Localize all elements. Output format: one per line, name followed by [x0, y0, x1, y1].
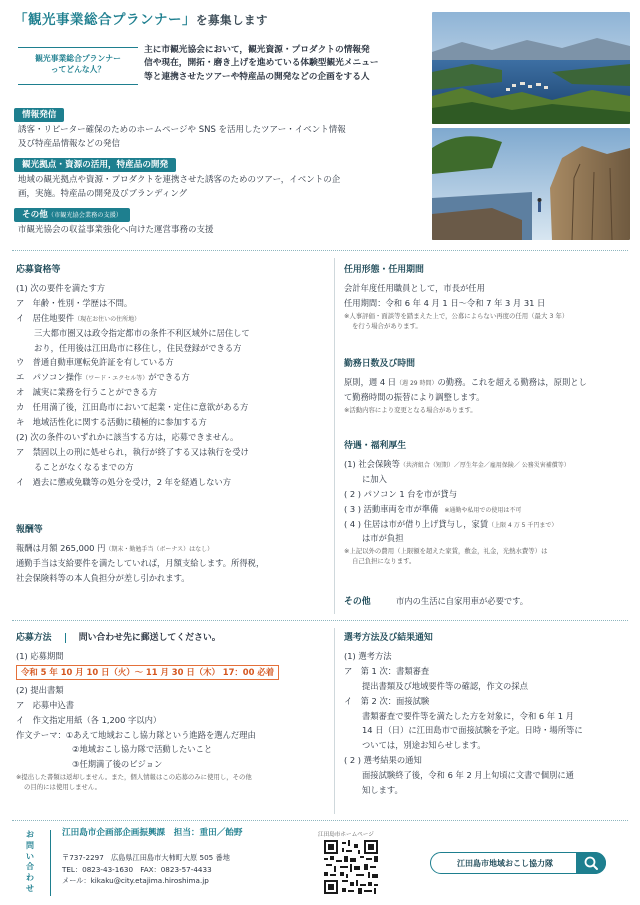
qualification-line [16, 371, 328, 386]
selection-line: ついては，別途お知らせします。 [362, 740, 486, 751]
coastal-town-photo [432, 12, 630, 124]
duty-label-other [14, 208, 130, 222]
theme-item: ③任期満了後のビジョン [72, 759, 163, 770]
workdays-text: の勤務。これを超える勤務は，原則とし [437, 377, 587, 387]
theme-line [16, 729, 328, 744]
qualification-text: オ 誠実に業務を行うことができる方 [16, 387, 158, 398]
intro-desc-line: 信や現在，開拓・磨き上げを進めている体験型観光メニュー [144, 58, 379, 69]
qualification-text: 三大都市圏又は政令指定都市の条件不利区域外に居住して [34, 327, 250, 338]
qualification-text: ウ 普通自動車運転免許証を有している方 [16, 357, 174, 368]
qualification-line [16, 446, 328, 461]
workdays-line [344, 376, 628, 391]
theme-item: ①あえて地域おこし協力隊という進路を選んだ理由 [65, 729, 256, 740]
divider [12, 820, 628, 821]
qualification-line [16, 476, 328, 491]
contact-email[interactable]: メール：kikaku@city.etajima.hiroshima.jp [62, 876, 209, 886]
qualification-text: ア 年齢・性別・学歴は不問。 [16, 297, 133, 308]
benefits-heading: 待遇・福利厚生 [344, 441, 407, 451]
search-icon [576, 852, 606, 874]
application-docs-label: (2) 提出書類 [16, 684, 64, 695]
intro-question-line: 観光事業総合プランナー [35, 54, 121, 63]
qualification-line [16, 461, 328, 476]
qualification-line [16, 342, 328, 357]
salary-line [16, 542, 328, 557]
qualification-text: ア 禁固以上の刑に処せられ，執行が終了する又は執行を受け [16, 446, 249, 457]
duty-desc-line: 市観光協会の収益事業強化へ向けた運営事務の支援 [18, 225, 214, 235]
qualification-line [16, 386, 328, 401]
duty-label-text: その他 [22, 210, 48, 220]
selection-heading: 選考方法及び結果通知 [344, 633, 433, 643]
employment-note: を行う場合があります。 [352, 321, 422, 330]
workdays-text: 原則，週 4 日 [344, 377, 397, 387]
application-note: ※提出した書類は返却しません。また，個人情報はこの応募のみに使用し，その他 [16, 773, 252, 782]
qualification-text: キ 地域活性化に関する活動に積極的に参加する方 [16, 417, 207, 428]
contact-info [62, 852, 230, 887]
salary-text: 報酬は月額 265,000 円 [16, 543, 106, 553]
benefit-text: ( 2 ) パソコン 1 台を市が貸与 [344, 488, 458, 499]
search-box[interactable] [430, 852, 606, 874]
qualification-text: (1) 次の要件を満たす方 [16, 283, 106, 293]
application-doc: ア 応募申込書 [16, 699, 75, 710]
qualification-line [16, 282, 328, 297]
duty-label-info: 情報発信 [14, 108, 64, 122]
selection-body [344, 650, 628, 799]
contact-label-char: わ [26, 873, 34, 883]
salary-line: 通勤手当は支給要件を満たしていれば，月額支給します。所得税， [16, 557, 265, 568]
qualification-text: (2) 次の条件のいずれかに該当する方は，応募できません。 [16, 431, 239, 442]
title-suffix: を募集します [196, 13, 268, 27]
qualification-line [16, 431, 328, 446]
benefit-text: (1) 社会保険等 [344, 459, 400, 469]
deadline-line [16, 665, 328, 684]
qualification-text: ることがなくなるまでの方 [34, 461, 134, 472]
contact-department: 江田島市企画部企画振興課 担当：重田／飴野 [62, 828, 243, 838]
duty-label-resources: 観光拠点・資源の活用，特産品の開発 [14, 158, 176, 172]
divider [12, 250, 628, 251]
benefit-footnote: 自己負担になります。 [352, 557, 416, 566]
title-main: 「観光事業総合プランナー」 [14, 12, 196, 28]
duty-label-note: （市観光協会業務の支援） [47, 212, 123, 219]
application-note: の目的には使用しません。 [24, 783, 102, 792]
workdays-heading: 勤務日数及び時間 [344, 359, 415, 369]
employment-line: 会計年度任用職員として，市長が任用 [344, 283, 485, 293]
employment-body [344, 282, 628, 332]
selection-line: 書類審査で要件等を満たした方を対象に，令和 6 年 1 月 [362, 710, 574, 721]
duty-desc-resources [18, 174, 423, 202]
duty-desc-line: 誘客・リピーター確保のためのホームページや SNS を活用したツアー・イベント情報 [18, 125, 346, 135]
contact-label [24, 830, 36, 895]
intro-question-line: ってどんな人？ [50, 65, 106, 75]
benefit-note: （共済組合（短期）／厚生年金／雇用保険／ 公務災害補償等） [399, 462, 570, 469]
benefit-text: ( 4 ) 住居は市が借り上げ貸与し，家賃 [344, 518, 489, 529]
duty-desc-line: 地域の観光拠点や資源・プロダクトを連携させた誘客のためのツアー，イベントの企 [18, 175, 341, 185]
intro-description [144, 44, 426, 84]
qr-code-icon[interactable] [324, 840, 378, 894]
contact-label-char: 合 [26, 862, 34, 872]
contact-separator [50, 830, 51, 896]
qualification-note: （ワード・エクセル等） [82, 375, 149, 383]
benefit-line [344, 503, 628, 518]
other-label: その他 [344, 597, 371, 607]
duty-desc-line: 及び特産品情報などの発信 [18, 138, 121, 149]
benefit-line [344, 458, 628, 473]
search-button[interactable] [576, 852, 606, 874]
application-heading-label: 応募方法 [16, 633, 52, 643]
contact-label-char: せ [26, 883, 34, 893]
benefit-note: ※通勤や私用での使用は不可 [438, 506, 522, 514]
contact-label-char: お [26, 830, 34, 839]
qr-caption: 江田島市ホームページ [318, 832, 374, 838]
selection-line: 面接試験終了後，令和 6 年 2 月上旬頃に文書で個別に通 [362, 770, 574, 781]
employment-note: ※人事評価・面談等を踏まえた上で，公募によらない再度の任用（最大 3 年） [344, 311, 569, 320]
theme-label: 作文テーマ： [16, 729, 66, 740]
duty-desc-info [18, 124, 423, 152]
salary-line: 社会保険料等の本人負担分が差し引かれます。 [16, 572, 190, 583]
intro-desc-line: 主に市観光協会において，観光資源・プロダクトの情報発 [144, 45, 370, 55]
duty-desc-line: 画，実施。特産品の開発及びブランディング [18, 188, 188, 199]
qualification-line [16, 416, 328, 431]
intro-question-box [18, 47, 138, 85]
benefit-line [344, 488, 628, 503]
qualification-line [16, 356, 328, 371]
column-divider [334, 628, 335, 814]
search-query[interactable]: 江田島市地域おこし協力隊 [457, 859, 553, 868]
qualifications-list [16, 282, 328, 490]
benefit-note: （上限 4 万 5 千円まで） [488, 521, 558, 529]
qualification-text: ができる方 [148, 372, 190, 383]
employment-line: 任用期間：令和 6 年 4 月 1 日〜令和 7 年 3 月 31 日 [344, 297, 546, 308]
workdays-line: て勤務時間の振替により調整します。 [344, 391, 485, 402]
benefits-body [344, 458, 628, 567]
deadline-badge: 令和 5 年 10 月 10 日（火）〜 11 月 30 日（木） 17：00 必着 [16, 665, 279, 680]
application-doc: イ 作文指定用紙（各 1,200 字以内） [16, 714, 162, 725]
selection-line: 知します。 [362, 785, 403, 796]
qualification-note: （現在お住いの住所地） [74, 315, 141, 323]
employment-heading: 任用形態・任用期間 [344, 265, 424, 275]
qualification-text: おり，任用後は江田島市に移住し，住民登録ができる方 [34, 342, 242, 353]
divider [12, 620, 628, 621]
salary-note: （期末・勤勉手当（ボーナス）はなし） [105, 546, 214, 553]
qualification-line [16, 401, 328, 416]
contact-label-char: 問 [26, 840, 34, 850]
qualification-text: カ 任用満了後，江田島市において起業・定住に意欲がある方 [16, 402, 249, 413]
qualifications-heading: 応募資格等 [16, 265, 61, 275]
qualification-text: イ 過去に懲戒免職等の処分を受け，2 年を経過しない方 [16, 476, 232, 487]
theme-item: ②地域おこし協力隊で活動したいこと [72, 744, 213, 755]
salary-body [16, 542, 328, 587]
qualification-text: イ 居住地要件 [16, 312, 75, 323]
selection-line: イ 第 2 次：面接試験 [344, 695, 430, 706]
intro-desc-line: 等と連携させたツアーや特産品の開発などの企画をする人 [144, 71, 370, 82]
workdays-note: ※活動内容により変更となる場合があります。 [344, 405, 477, 414]
contact-address: 〒737-2297 広島県江田島市大柿町大原 505 番地 [62, 853, 230, 862]
benefit-text: ( 3 ) 活動車両を市が準備 [344, 503, 439, 514]
workdays-body [344, 376, 628, 416]
benefit-text: に加入 [362, 473, 387, 484]
benefit-footnote: ※上記以外の費用（上限額を超えた家賃，敷金，礼金，光熱水費等）は [344, 547, 548, 556]
selection-line: 提出書類及び地域要件等の確認，作文の採点 [362, 680, 528, 691]
benefit-line [344, 532, 628, 547]
application-period-label: (1) 応募期間 [16, 651, 64, 661]
selection-line: ア 第 1 次：書類審査 [344, 665, 430, 676]
application-heading [16, 632, 221, 645]
application-instruction: 問い合わせ先に郵送してください。 [78, 633, 221, 643]
qualification-text: エ パソコン操作 [16, 372, 83, 383]
contact-phone: TEL：0823-43-1630 FAX：0823-57-4433 [62, 864, 212, 874]
qualification-line [16, 327, 328, 342]
contact-label-char: い [26, 851, 34, 861]
workdays-note: （週 29 時間） [396, 380, 438, 387]
other-text: 市内の生活に自家用車が必要です。 [396, 596, 529, 606]
salary-heading: 報酬等 [16, 525, 43, 535]
qualification-line [16, 312, 328, 327]
page-title [14, 10, 268, 30]
rock-cliff-photo [432, 128, 630, 240]
selection-line: (1) 選考方法 [344, 651, 392, 661]
duty-desc-other [18, 224, 423, 238]
application-body [16, 650, 328, 793]
qualification-line [16, 297, 328, 312]
selection-line: 14 日（日）に江田島市で面接試験を予定。日時・場所等に [362, 725, 583, 736]
benefit-text: は市が負担 [362, 533, 404, 544]
benefit-line [344, 518, 628, 533]
selection-line: ( 2 ) 選考結果の通知 [344, 755, 422, 766]
column-divider [334, 258, 335, 614]
benefit-line [344, 473, 628, 488]
heading-divider [65, 633, 66, 643]
